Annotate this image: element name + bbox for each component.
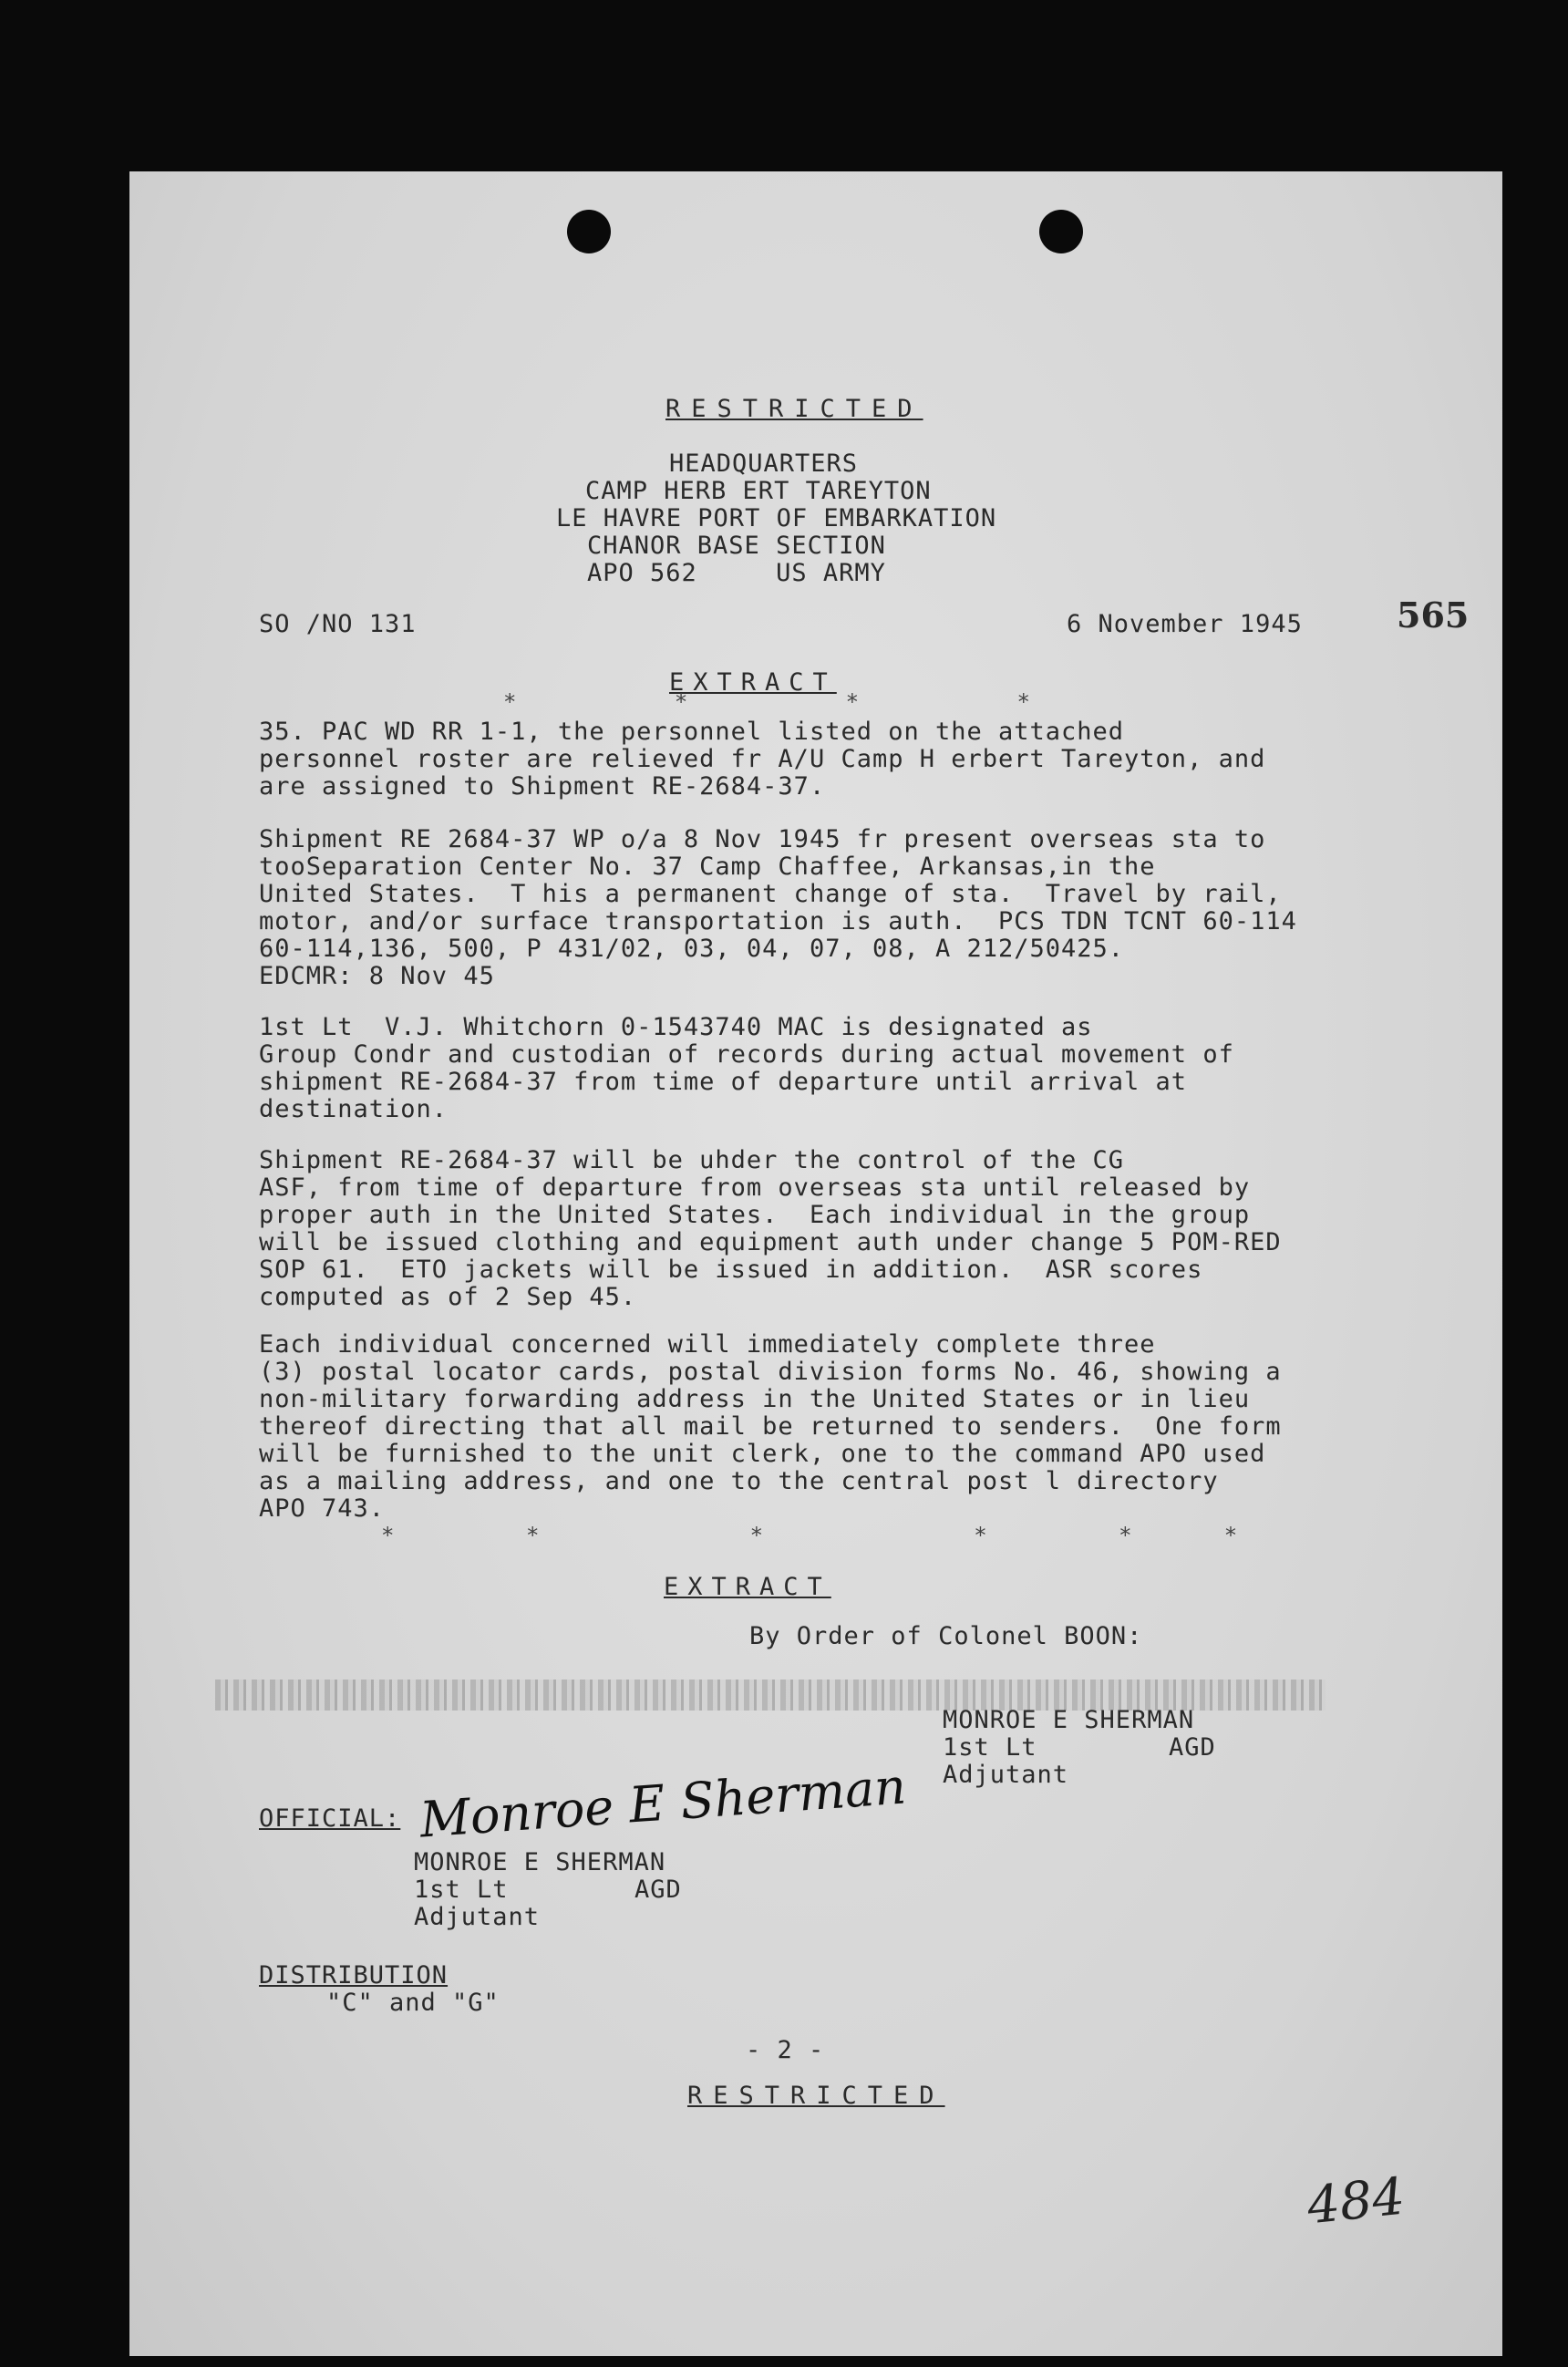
handwritten-signature: Monroe E Sherman xyxy=(418,1757,908,1849)
punch-hole-right xyxy=(1039,210,1083,253)
letterhead-line-4: CHANOR BASE SECTION xyxy=(587,532,886,560)
paragraph-group-commander: 1st Lt V.J. Whitchorn 0-1543740 MAC is designated as Group Condr and custodian of records during actual movement of shipment RE-2684-37 from time of departure until arrival at destination. xyxy=(259,1013,1234,1123)
paragraph-35: 35. PAC WD RR 1-1, the personnel listed on the attached personnel roster are relieved fr A/U Camp H erbert Tareyton, and are assigned to Shipment RE-2684-37. xyxy=(259,718,1266,801)
stars-row-bottom: * * * * * * xyxy=(381,1523,1238,1548)
document-page xyxy=(129,171,1502,2356)
distribution-value: "C" and "G" xyxy=(326,1989,500,2017)
paragraph-shipment: Shipment RE 2684-37 WP o/a 8 Nov 1945 fr present overseas sta to tooSeparation Center No. 37 Camp Chaffee, Arkansas,in the United States. T his a permanent change of sta. Travel by rail, motor, and/or surface transportation is auth. PCS TDN TCNT 60-114 60-114,136, 500, P 431/02, 03, 04, 07, 08, A 212/50425. EDCMR: 8 Nov 45 xyxy=(259,825,1297,990)
official-name: MONROE E SHERMAN xyxy=(414,1848,666,1876)
letterhead-line-2: CAMP HERB ERT TAREYTON xyxy=(585,477,932,505)
by-order-line: By Order of Colonel BOON: xyxy=(749,1622,1143,1650)
order-number: SO /NO 131 xyxy=(259,610,417,638)
signer-branch: AGD xyxy=(1169,1733,1216,1762)
paragraph-postal: Each individual concerned will immediately complete three (3) postal locator cards, postal division forms No. 46, showing a non-military forwarding address in the United States or in lieu thereof directing that all mail be returned to senders. One form will be furnished to the unit clerk, one to the command APO used as a mailing address, and one to the central post l directory APO 743. xyxy=(259,1330,1282,1523)
handwritten-page-number: 484 xyxy=(1304,2166,1408,2237)
distribution-label: DISTRIBUTION xyxy=(259,1961,449,1990)
stamp-number: 565 xyxy=(1397,594,1470,636)
punch-hole-left xyxy=(567,210,611,253)
signer-title: Adjutant xyxy=(943,1761,1069,1789)
official-label: OFFICIAL: xyxy=(259,1804,401,1833)
extract-heading-bottom: EXTRACT xyxy=(664,1573,831,1601)
signer-name: MONROE E SHERMAN xyxy=(943,1706,1195,1734)
signer-rank: 1st Lt xyxy=(943,1733,1037,1762)
paragraph-control: Shipment RE-2684-37 will be uhder the control of the CG ASF, from time of departure from overseas sta until released by proper auth in the United States. Each individual in the group will be issued clothing and equipment auth under change 5 POM-RED SOP 61. ETO jackets will be issued in addition. ASR scores computed as of 2 Sep 45. xyxy=(259,1146,1282,1311)
stars-row-top: * * * * xyxy=(503,689,1030,715)
classification-bottom: RESTRICTED xyxy=(687,2082,945,2110)
classification-top: RESTRICTED xyxy=(665,395,923,423)
order-date: 6 November 1945 xyxy=(1067,610,1303,638)
extract-heading-top: EXTRACT xyxy=(669,668,837,697)
page-number: - 2 - xyxy=(746,2036,825,2064)
official-rank: 1st Lt xyxy=(414,1876,509,1904)
letterhead-line-5: APO 562 US ARMY xyxy=(587,559,886,587)
letterhead-line-3: LE HAVRE PORT OF EMBARKATION xyxy=(556,504,997,532)
official-title: Adjutant xyxy=(414,1903,541,1931)
official-branch: AGD xyxy=(634,1876,682,1904)
letterhead-line-1: HEADQUARTERS xyxy=(669,450,859,478)
